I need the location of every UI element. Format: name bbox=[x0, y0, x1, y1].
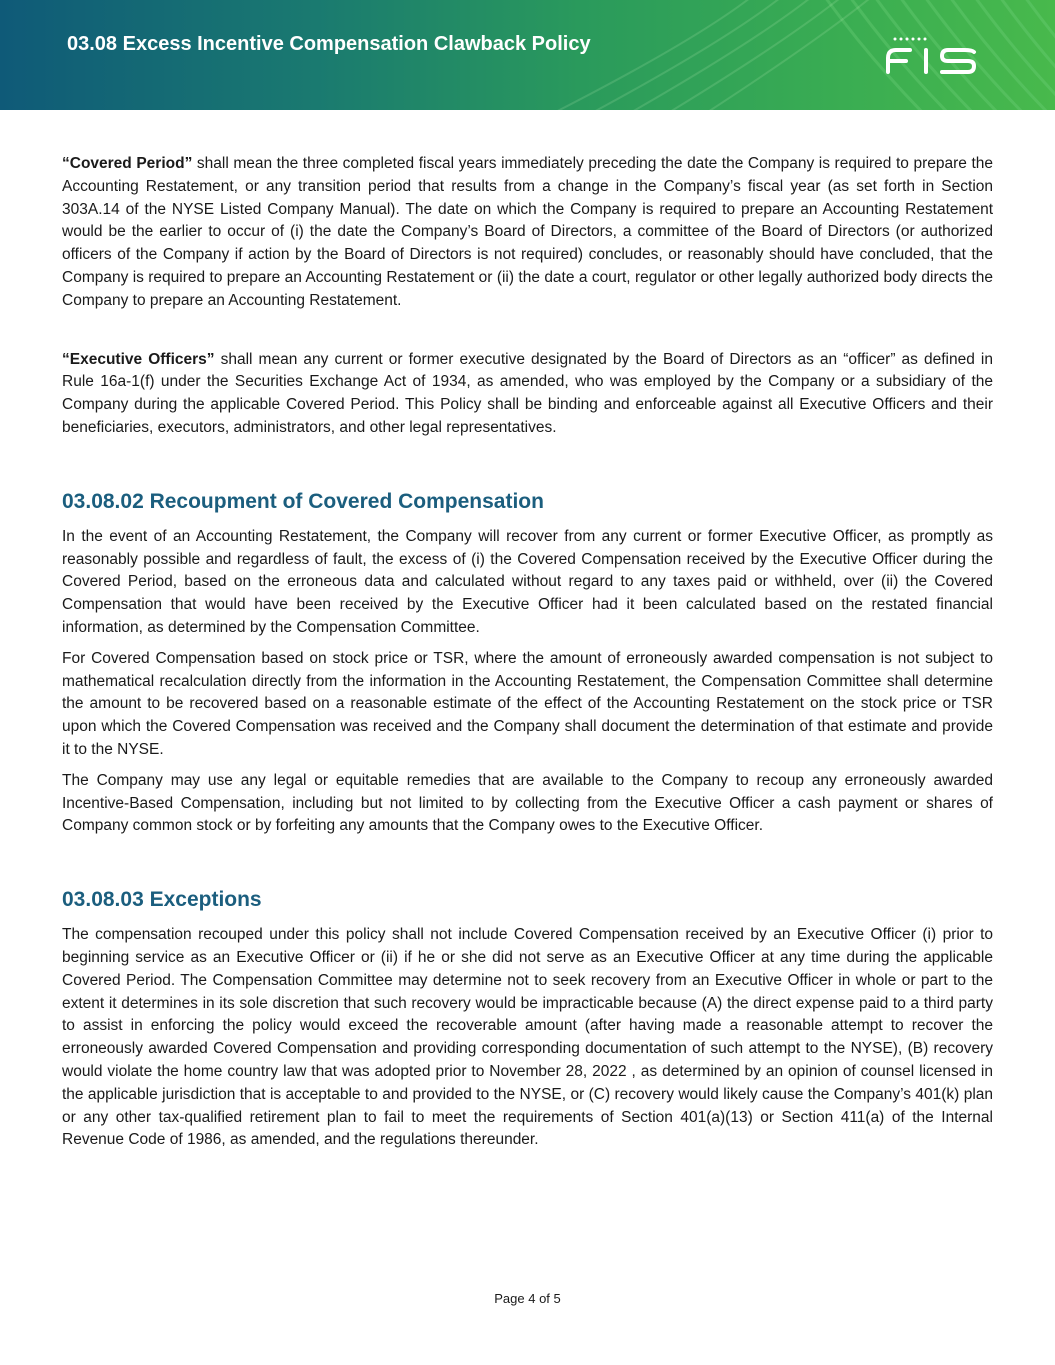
page-content bbox=[62, 153, 993, 1152]
definition-executive-officers bbox=[62, 349, 993, 440]
definition-term: “Covered Period” bbox=[62, 155, 193, 172]
paragraph: In the event of an Accounting Restatement, the Company will recover from any current or former Executive Officer, as promptly as reasonably possible and regardless of fault, the excess of (i) the Covered Compensation received by the Executive Officer during the Covered Period, based on the erroneous data and calculated without regard to any taxes paid or withheld, over (ii) the Covered Compensation that would have been received by the Executive Officer had it been calculated based on the restated financial information, as determined by the Compensation Committee. bbox=[62, 527, 993, 636]
paragraph: The Company may use any legal or equitable remedies that are available to the Company to recoup any erroneously awarded Incentive-Based Compensation, including but not limited to by collecting from the Executive Officer a cash payment or shares of Company common stock or by forfeiting any amounts that the Company owes to the Executive Officer. bbox=[62, 771, 993, 835]
definition-term: “Executive Officers” bbox=[62, 350, 215, 368]
definition-text: shall mean any current or former executive designated by the Board of Directors as an “officer” as defined in Rule 16a-1(f) under the Securities Exchange Act of 1934, as amended, who was employed by the Company or a subsidiary of the Company during the applicable Covered Period. This Policy shall be binding and enforceable against all Executive Officers and their beneficiaries, executors, administrators, and other legal representatives. bbox=[62, 350, 993, 436]
page-header bbox=[0, 0, 1055, 110]
paragraph: For Covered Compensation based on stock price or TSR, where the amount of erroneously awarded compensation is not subject to mathematical recalculation directly from the information in the Accounting Restatement, the Compensation Committee shall determine the amount to be recovered based on a reasonable estimate of the effect of the Accounting Restatement on the stock price or TSR upon which the Covered Compensation was received and the Company shall document the determination of that estimate and provide it to the NYSE. bbox=[62, 649, 993, 758]
section-heading-recoupment: 03.08.02 Recoupment of Covered Compensation bbox=[62, 489, 544, 513]
definition-covered-period bbox=[62, 153, 993, 313]
section-heading-exceptions: 03.08.03 Exceptions bbox=[62, 888, 262, 912]
definition-text: shall mean the three completed fiscal years immediately preceding the date the Company is required to prepare the Accounting Restatement, or any transition period that results from a change in the Company’s fiscal year (as set forth in Section 303A.14 of the NYSE Listed Company Manual). The date on which the Company is required to prepare an Accounting Restatement would be the earlier to occur of (i) the date the Company’s Board of Directors, a committee of the Board of Directors (or authorized officers of the Company if action by the Board of Directors is not required) concludes, or reasonably should have concluded, that the Company is required to prepare an Accounting Restatement or (ii) the date a court, regulator or other legally authorized body directs the Company to prepare an Accounting Restatement. bbox=[62, 155, 994, 309]
paragraph: The compensation recouped under this policy shall not include Covered Compensation received by an Executive Officer (i) prior to beginning service as an Executive Officer or (ii) if he or she did not serve as an Executive Officer at any time during the applicable Covered Period. The Compensation Committee may determine not to seek recovery from an Executive Officer in whole or part to the extent it determines in its sole discretion that such recovery would be impracticable because (A) the direct expense paid to a third party to assist in enforcing the policy would exceed the recoverable amount (after having made a reasonable attempt to recover the erroneously awarded Covered Compensation and providing corresponding documentation of such attempt to the NYSE), (B) recovery would violate the home country law that was adopted prior to November 28, 2022 , as determined by an opinion of counsel licensed in the applicable jurisdiction that is acceptable to and provided to the NYSE, or (C) recovery would likely cause the Company’s 401(k) plan or any other tax-qualified retirement plan to fail to meet the requirements of Section 401(a)(13) or Section 411(a) of the Internal Revenue Code of 1986, as amended, and the regulations thereunder. bbox=[62, 926, 993, 1149]
fis-logo-icon bbox=[884, 36, 980, 76]
fis-logo bbox=[884, 36, 980, 81]
document-title: 03.08 Excess Incentive Compensation Clawback Policy bbox=[67, 33, 591, 55]
page-number: Page 4 of 5 bbox=[494, 1291, 561, 1306]
